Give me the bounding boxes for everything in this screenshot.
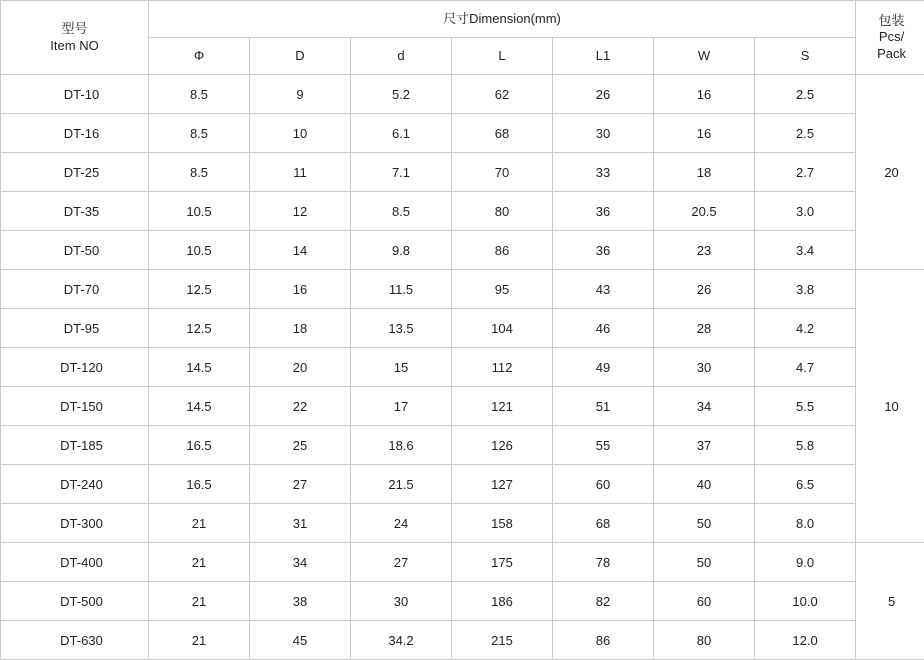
cell-w: 60 xyxy=(654,582,755,621)
cell-w: 30 xyxy=(654,348,755,387)
cell-phi: 12.5 xyxy=(149,309,250,348)
cell-phi: 16.5 xyxy=(149,426,250,465)
table-header xyxy=(1,1,924,75)
cell-item-no: DT-300 xyxy=(1,504,149,543)
cell-w: 40 xyxy=(654,465,755,504)
cell-l: 121 xyxy=(452,387,553,426)
cell-d-upper: 25 xyxy=(250,426,351,465)
cell-l1: 68 xyxy=(553,504,654,543)
cell-d-upper: 18 xyxy=(250,309,351,348)
cell-w: 34 xyxy=(654,387,755,426)
cell-l: 215 xyxy=(452,621,553,660)
header-item-no-en: Item NO xyxy=(1,38,148,54)
cell-l1: 60 xyxy=(553,465,654,504)
cell-l: 127 xyxy=(452,465,553,504)
cell-d-lower: 30 xyxy=(351,582,452,621)
cell-s: 9.0 xyxy=(755,543,856,582)
cell-d-lower: 8.5 xyxy=(351,192,452,231)
cell-l1: 46 xyxy=(553,309,654,348)
cell-d-upper: 12 xyxy=(250,192,351,231)
cell-phi: 21 xyxy=(149,543,250,582)
cell-d-lower: 18.6 xyxy=(351,426,452,465)
cell-l1: 55 xyxy=(553,426,654,465)
cell-item-no: DT-70 xyxy=(1,270,149,309)
table-row xyxy=(1,153,924,192)
table-row xyxy=(1,114,924,153)
cell-d-lower: 13.5 xyxy=(351,309,452,348)
cell-d-upper: 34 xyxy=(250,543,351,582)
cell-item-no: DT-120 xyxy=(1,348,149,387)
cell-s: 3.0 xyxy=(755,192,856,231)
cell-l: 158 xyxy=(452,504,553,543)
table-row xyxy=(1,543,924,582)
cell-d-upper: 10 xyxy=(250,114,351,153)
cell-d-upper: 16 xyxy=(250,270,351,309)
cell-l: 62 xyxy=(452,75,553,114)
table-row xyxy=(1,348,924,387)
cell-s: 4.2 xyxy=(755,309,856,348)
table-row xyxy=(1,465,924,504)
cell-phi: 12.5 xyxy=(149,270,250,309)
cell-phi: 14.5 xyxy=(149,387,250,426)
cell-pack-qty: 5 xyxy=(856,543,924,660)
cell-s: 5.8 xyxy=(755,426,856,465)
cell-d-lower: 24 xyxy=(351,504,452,543)
cell-phi: 10.5 xyxy=(149,231,250,270)
cell-item-no: DT-10 xyxy=(1,75,149,114)
cell-item-no: DT-25 xyxy=(1,153,149,192)
table-row xyxy=(1,582,924,621)
cell-l1: 51 xyxy=(553,387,654,426)
cell-l1: 49 xyxy=(553,348,654,387)
cell-s: 2.7 xyxy=(755,153,856,192)
cell-pack-qty: 10 xyxy=(856,270,924,543)
header-pack-line1: Pcs/ xyxy=(856,29,924,45)
cell-w: 16 xyxy=(654,75,755,114)
cell-d-lower: 15 xyxy=(351,348,452,387)
cell-phi: 21 xyxy=(149,582,250,621)
cell-d-lower: 5.2 xyxy=(351,75,452,114)
cell-w: 37 xyxy=(654,426,755,465)
table-body xyxy=(1,75,924,660)
cell-d-upper: 38 xyxy=(250,582,351,621)
cell-d-upper: 45 xyxy=(250,621,351,660)
cell-l: 175 xyxy=(452,543,553,582)
cell-w: 28 xyxy=(654,309,755,348)
cell-l1: 26 xyxy=(553,75,654,114)
cell-w: 50 xyxy=(654,504,755,543)
cell-item-no: DT-240 xyxy=(1,465,149,504)
cell-phi: 8.5 xyxy=(149,75,250,114)
cell-phi: 10.5 xyxy=(149,192,250,231)
cell-d-lower: 11.5 xyxy=(351,270,452,309)
cell-s: 8.0 xyxy=(755,504,856,543)
cell-s: 5.5 xyxy=(755,387,856,426)
header-sub-phi: Φ xyxy=(149,38,250,75)
cell-item-no: DT-16 xyxy=(1,114,149,153)
cell-phi: 8.5 xyxy=(149,114,250,153)
cell-d-upper: 31 xyxy=(250,504,351,543)
cell-d-lower: 21.5 xyxy=(351,465,452,504)
cell-s: 2.5 xyxy=(755,114,856,153)
table-row xyxy=(1,309,924,348)
cell-l1: 82 xyxy=(553,582,654,621)
cell-d-upper: 22 xyxy=(250,387,351,426)
cell-w: 26 xyxy=(654,270,755,309)
cell-d-lower: 27 xyxy=(351,543,452,582)
cell-item-no: DT-630 xyxy=(1,621,149,660)
cell-phi: 8.5 xyxy=(149,153,250,192)
cell-s: 12.0 xyxy=(755,621,856,660)
cell-item-no: DT-150 xyxy=(1,387,149,426)
header-pack-line2: Pack xyxy=(856,46,924,62)
header-sub-l: L xyxy=(452,38,553,75)
cell-s: 3.8 xyxy=(755,270,856,309)
cell-l: 104 xyxy=(452,309,553,348)
cell-l1: 36 xyxy=(553,192,654,231)
cell-phi: 21 xyxy=(149,621,250,660)
cell-l: 112 xyxy=(452,348,553,387)
cell-l: 80 xyxy=(452,192,553,231)
cell-l1: 78 xyxy=(553,543,654,582)
cell-l: 186 xyxy=(452,582,553,621)
table-row xyxy=(1,426,924,465)
cell-d-lower: 17 xyxy=(351,387,452,426)
table-row xyxy=(1,504,924,543)
table-row xyxy=(1,270,924,309)
cell-item-no: DT-95 xyxy=(1,309,149,348)
cell-s: 3.4 xyxy=(755,231,856,270)
cell-s: 4.7 xyxy=(755,348,856,387)
cell-phi: 21 xyxy=(149,504,250,543)
cell-s: 2.5 xyxy=(755,75,856,114)
cell-d-lower: 9.8 xyxy=(351,231,452,270)
table-row xyxy=(1,387,924,426)
cell-phi: 14.5 xyxy=(149,348,250,387)
table-row xyxy=(1,231,924,270)
cell-l: 86 xyxy=(452,231,553,270)
cell-w: 23 xyxy=(654,231,755,270)
cell-w: 80 xyxy=(654,621,755,660)
cell-pack-qty: 20 xyxy=(856,75,924,270)
cell-l1: 43 xyxy=(553,270,654,309)
cell-l: 95 xyxy=(452,270,553,309)
cell-d-upper: 9 xyxy=(250,75,351,114)
cell-item-no: DT-35 xyxy=(1,192,149,231)
cell-l1: 86 xyxy=(553,621,654,660)
cell-item-no: DT-50 xyxy=(1,231,149,270)
header-sub-d-lower: d xyxy=(351,38,452,75)
cell-l: 70 xyxy=(452,153,553,192)
header-item-no xyxy=(1,1,149,75)
cell-phi: 16.5 xyxy=(149,465,250,504)
header-sub-l1: L1 xyxy=(553,38,654,75)
header-sub-s: S xyxy=(755,38,856,75)
cell-w: 50 xyxy=(654,543,755,582)
cell-w: 20.5 xyxy=(654,192,755,231)
cell-item-no: DT-400 xyxy=(1,543,149,582)
header-pack xyxy=(856,1,924,75)
cell-l: 68 xyxy=(452,114,553,153)
cell-item-no: DT-185 xyxy=(1,426,149,465)
cell-s: 10.0 xyxy=(755,582,856,621)
header-dimension: 尺寸Dimension(mm) xyxy=(149,1,856,38)
cell-w: 16 xyxy=(654,114,755,153)
cell-l: 126 xyxy=(452,426,553,465)
header-sub-d-upper: D xyxy=(250,38,351,75)
header-item-no-cn: 型号 xyxy=(1,21,148,37)
cell-l1: 33 xyxy=(553,153,654,192)
cell-d-upper: 11 xyxy=(250,153,351,192)
cell-item-no: DT-500 xyxy=(1,582,149,621)
header-pack-cn: 包装 xyxy=(856,13,924,29)
table-row xyxy=(1,192,924,231)
cell-l1: 30 xyxy=(553,114,654,153)
cell-d-lower: 34.2 xyxy=(351,621,452,660)
header-sub-w: W xyxy=(654,38,755,75)
cell-d-upper: 27 xyxy=(250,465,351,504)
cell-d-upper: 20 xyxy=(250,348,351,387)
cell-d-lower: 6.1 xyxy=(351,114,452,153)
table-row xyxy=(1,75,924,114)
cell-s: 6.5 xyxy=(755,465,856,504)
cell-w: 18 xyxy=(654,153,755,192)
cell-d-upper: 14 xyxy=(250,231,351,270)
cell-l1: 36 xyxy=(553,231,654,270)
cell-d-lower: 7.1 xyxy=(351,153,452,192)
